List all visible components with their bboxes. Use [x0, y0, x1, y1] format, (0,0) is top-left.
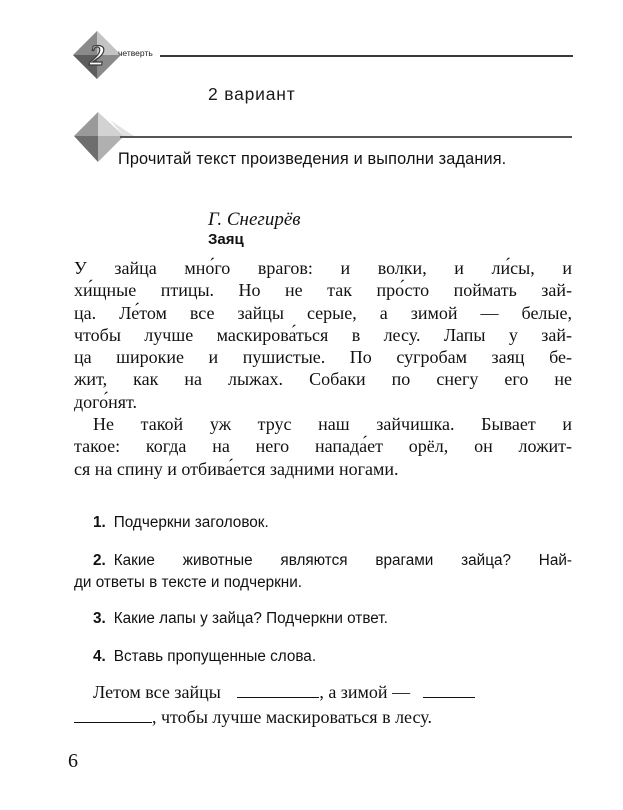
task-text: Какие лапы у зайца? Подчеркни ответ.	[113, 610, 388, 627]
task-item	[74, 608, 572, 630]
story-line: хи́щные птицы. Но не так про́сто поймать зай-	[74, 280, 572, 301]
answer-blank[interactable]	[74, 708, 152, 723]
story-line: такое: когда на него напада́ет орёл, он ложит-	[74, 436, 572, 457]
header-rule	[160, 55, 573, 57]
task-item	[74, 550, 572, 594]
task-text: Подчеркни заголовок.	[113, 514, 269, 531]
task-number: 3.	[93, 610, 106, 627]
fill-text: , а зимой —	[319, 682, 411, 702]
instruction-rule	[120, 136, 572, 138]
task-number: 2.	[93, 552, 106, 569]
task-text: Вставь пропущенные слова.	[113, 648, 317, 665]
story-author: Г. Снегирёв	[208, 209, 301, 230]
story-title: Заяц	[208, 231, 244, 248]
instruction-text: Прочитай текст произведения и выполни задания.	[118, 150, 507, 168]
fill-in-line-1	[74, 680, 572, 704]
task-item	[74, 646, 572, 668]
quarter-number: 2	[89, 39, 105, 72]
task-text: Какие животные являются врагами зайца? Най-	[113, 552, 572, 569]
story-line: Не такой уж трус наш зайчишка. Бывает и	[93, 414, 572, 435]
quarter-badge	[72, 30, 122, 80]
quarter-label: четверть	[118, 48, 153, 58]
answer-blank[interactable]	[423, 683, 475, 698]
story-line: дого́нят.	[74, 391, 138, 412]
task-item	[74, 512, 572, 534]
story-line: ца. Ле́том все зайцы серые, а зимой — белые,	[74, 302, 572, 323]
variant-title: 2 вариант	[208, 84, 296, 104]
fill-in-line-2	[74, 705, 572, 729]
story-line: ца широкие и пушистые. По сугробам заяц бе-	[74, 347, 572, 368]
story-line: жит, как на лыжах. Собаки по снегу его не	[74, 369, 572, 390]
fill-text: , чтобы лучше маскироваться в лесу.	[152, 707, 432, 727]
story-line: чтобы лучше маскирова́ться в лесу. Лапы у зай-	[74, 324, 572, 345]
fill-text: Летом все зайцы	[93, 682, 221, 702]
page-number: 6	[68, 750, 78, 772]
story-text	[74, 257, 572, 480]
answer-blank[interactable]	[237, 683, 319, 698]
task-text: ди ответы в тексте и подчеркни.	[74, 574, 303, 591]
story-line: ся на спину и отбива́ется задними ногами.	[74, 458, 399, 479]
task-number: 4.	[93, 648, 106, 665]
task-number: 1.	[93, 514, 106, 531]
story-line: У зайца мно́го врагов: и волки, и ли́сы, и	[74, 258, 572, 278]
